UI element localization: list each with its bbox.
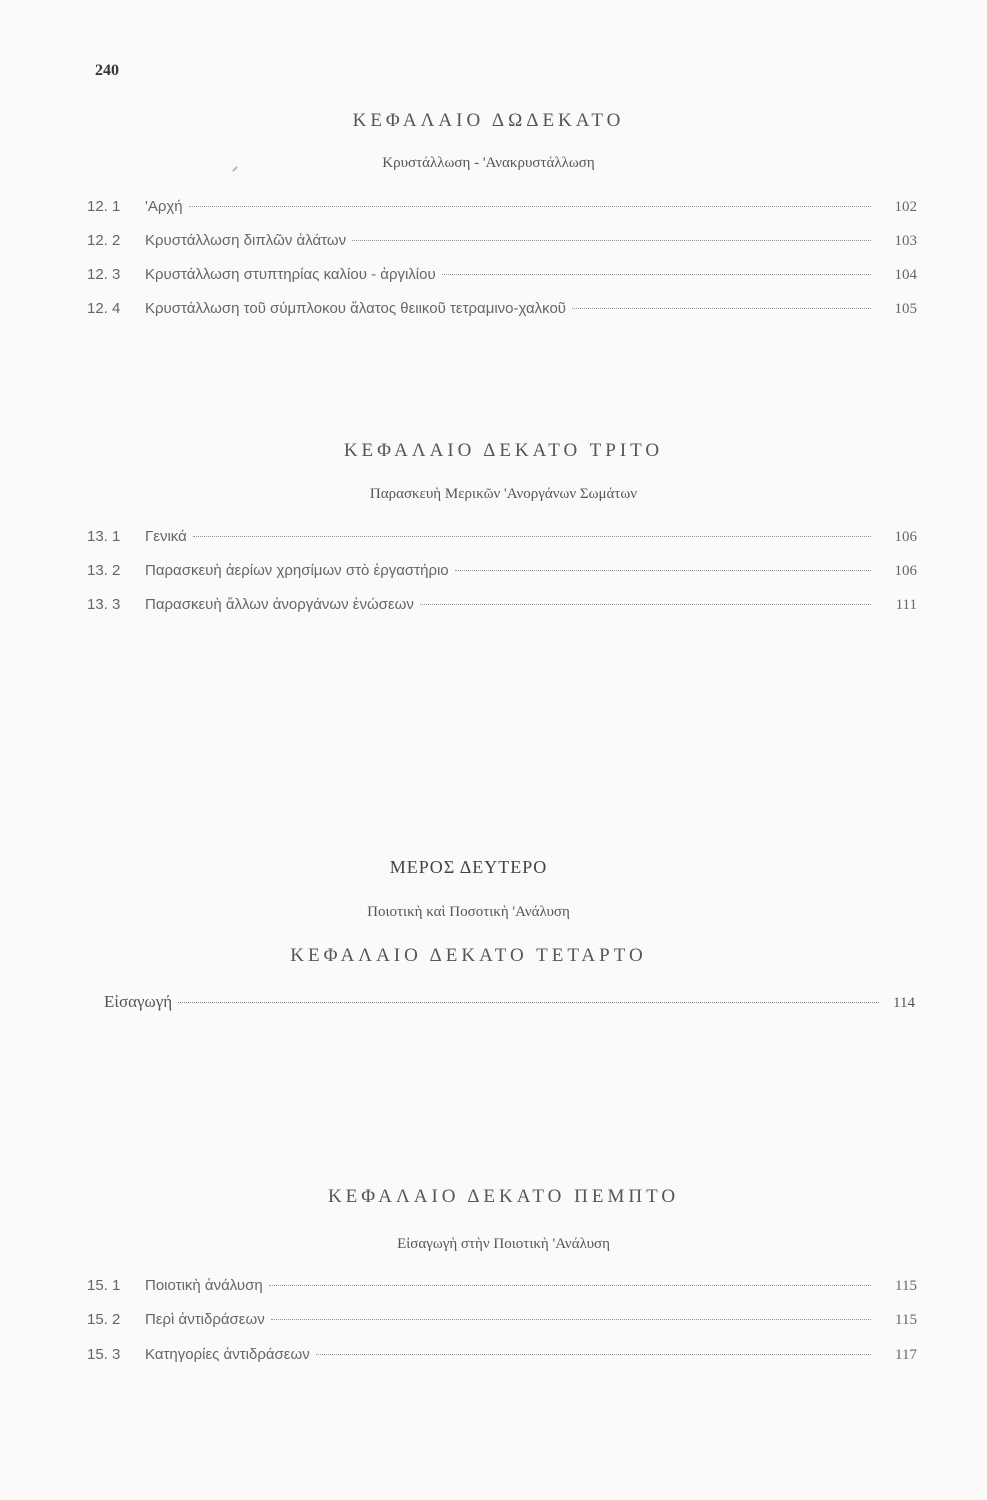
toc-entry-page: 115 [895, 1278, 917, 1294]
leader-dots [572, 308, 871, 309]
toc-entry-label: Γενικά [145, 528, 187, 545]
toc-entry-number: 15. 2 [87, 1311, 121, 1328]
toc-entry-15-2 [87, 1311, 917, 1335]
toc-entry-label: Παρασκευὴ ἀερίων χρησίμων στὸ ἐργαστήριο [145, 562, 449, 579]
toc-entry-15-1 [87, 1277, 917, 1301]
chapter-13-subtitle: Παρασκευὴ Μερικῶν 'Ανοργάνων Σωμάτων [369, 486, 638, 502]
toc-entry-page: 102 [894, 199, 917, 215]
toc-entry-label: Κρυστάλλωση διπλῶν ἀλάτων [145, 232, 347, 249]
chapter-13-title: ΚΕΦΑΛΑΙΟ ΔΕΚΑΤΟ ΤΡΙΤΟ [343, 440, 664, 461]
toc-entry-13-3 [87, 596, 917, 620]
leader-dots [455, 570, 871, 571]
toc-entry-12-1 [87, 198, 917, 222]
chapter-15-subtitle: Εἰσαγωγὴ στὴν Ποιοτικὴ 'Ανάλυση [397, 1236, 610, 1252]
toc-entry-page: 105 [894, 301, 917, 317]
toc-entry-page: 117 [895, 1347, 917, 1363]
toc-entry-page: 114 [893, 995, 915, 1011]
toc-entry-label: 'Αρχή [145, 198, 183, 215]
toc-entry-page: 111 [895, 597, 917, 613]
toc-entry-13-2 [87, 562, 917, 586]
toc-entry-number: 15. 3 [87, 1346, 121, 1363]
toc-entry-12-4 [87, 300, 917, 324]
toc-entry-number: 15. 1 [87, 1277, 121, 1294]
leader-dots [178, 1002, 879, 1003]
toc-entry-label: Κρυστάλλωση στυπτηρίας καλίου - ἀργιλίου [145, 266, 436, 283]
toc-entry-label: Ποιοτικὴ ἀνάλυση [145, 1277, 263, 1294]
toc-entry-label: Κρυστάλλωση τοῦ σύμπλοκου ἅλατος θειικοῦ τετραμινο-χαλκοῦ [145, 300, 567, 317]
toc-entry-12-2 [87, 232, 917, 256]
toc-entry-number: 12. 3 [87, 266, 121, 283]
part-2-subtitle: Ποιοτικὴ καὶ Ποσοτικὴ 'Ανάλυση [367, 904, 570, 920]
part-2-title: ΜΕΡΟΣ ΔΕΥΤΕΡΟ [389, 857, 548, 877]
toc-entry-label: Εἰσαγωγή [104, 992, 173, 1011]
leader-dots [420, 604, 871, 605]
toc-entry-page: 104 [894, 267, 917, 283]
toc-entry-page: 103 [894, 233, 917, 249]
toc-entry-label: Περὶ ἀντιδράσεων [145, 1311, 265, 1328]
leader-dots [352, 240, 871, 241]
chapter-14-title: ΚΕΦΑΛΑΙΟ ΔΕΚΑΤΟ ΤΕΤΑΡΤΟ [290, 945, 647, 966]
leader-dots [316, 1354, 871, 1355]
toc-entry-14-intro [104, 992, 915, 1012]
chapter-15-title: ΚΕΦΑΛΑΙΟ ΔΕΚΑΤΟ ΠΕΜΠΤΟ [327, 1186, 680, 1207]
leader-dots [193, 536, 871, 537]
toc-entry-number: 13. 2 [87, 562, 121, 579]
toc-entry-number: 12. 2 [87, 232, 121, 249]
leader-dots [442, 274, 871, 275]
toc-entry-number: 12. 4 [87, 300, 121, 317]
toc-entry-13-1 [87, 528, 917, 552]
toc-entry-label: Παρασκευὴ ἄλλων ἀνοργάνων ἑνώσεων [145, 596, 414, 613]
chapter-12-title: ΚΕΦΑΛΑΙΟ ΔΩΔΕΚΑΤΟ [352, 110, 625, 131]
toc-entry-number: 12. 1 [87, 198, 121, 215]
toc-entry-page: 115 [895, 1312, 917, 1328]
leader-dots [271, 1319, 871, 1320]
toc-entry-15-3 [87, 1346, 917, 1370]
leader-dots [189, 206, 871, 207]
toc-entry-page: 106 [894, 563, 917, 579]
toc-entry-number: 13. 1 [87, 528, 121, 545]
toc-entry-number: 13. 3 [87, 596, 121, 613]
leader-dots [269, 1285, 871, 1286]
toc-entry-12-3 [87, 266, 917, 290]
page-number: 240 [95, 62, 119, 79]
toc-entry-label: Κατηγορίες ἀντιδράσεων [145, 1346, 310, 1363]
toc-entry-page: 106 [894, 529, 917, 545]
chapter-12-subtitle: Κρυστάλλωση - 'Ανακρυστάλλωση [382, 155, 595, 171]
